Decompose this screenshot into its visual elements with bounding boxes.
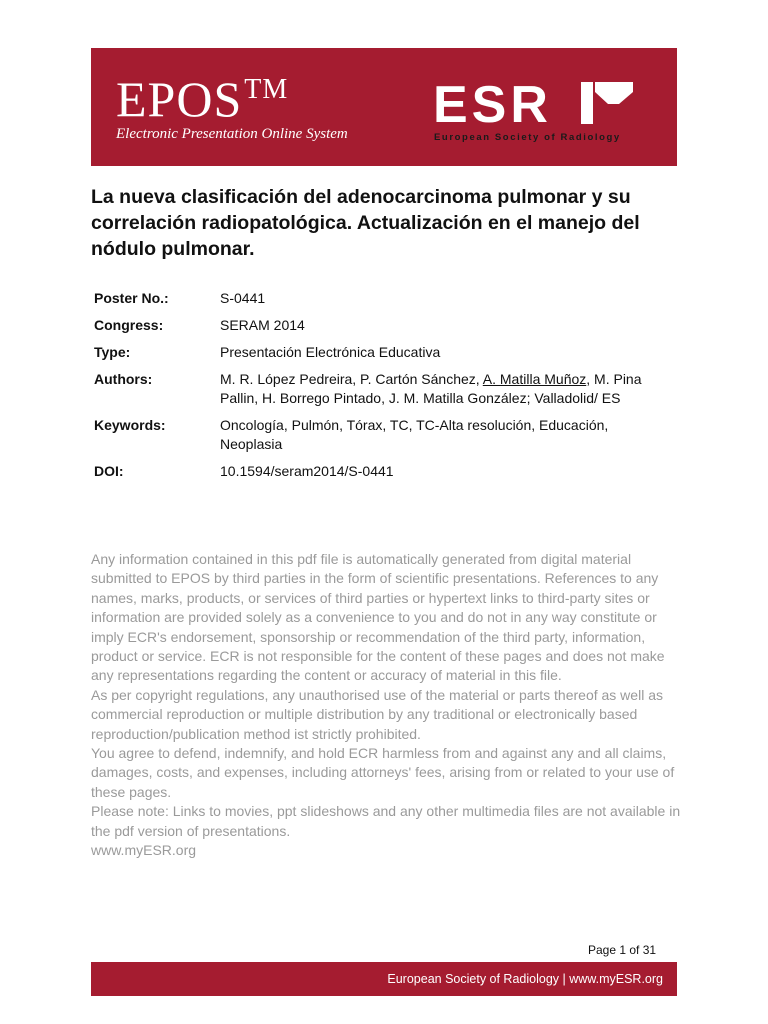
- authors-suffix: , M. Pina Pallin, H. Borrego Pintado, J. M. Matilla González; Valladolid/ ES: [220, 371, 642, 406]
- epos-subtitle: Electronic Presentation Online System: [116, 126, 348, 142]
- congress-label: Congress:: [94, 317, 164, 333]
- metadata-row-poster: [91, 289, 651, 316]
- esr-logo-letters: ESR: [433, 78, 552, 134]
- epos-logo: [116, 71, 348, 143]
- type-value: Presentación Electrónica Educativa: [220, 344, 441, 360]
- doi-label: DOI:: [94, 463, 124, 479]
- poster-label: Poster No.:: [94, 290, 169, 306]
- type-label: Type:: [94, 344, 131, 360]
- epos-trademark: TM: [244, 74, 289, 105]
- disclaimer-paragraph: Any information contained in this pdf file is automatically generated from digital material submitted to EPOS by third parties in the form of scientific presentations. References to any names, marks, products, or services of third parties or hypertext links to third-party sites or information are provided solely as a convenience to you and do not in any way constitute or imply ECR's endorsement, sponsorship or recommendation of the third party, information, product or service. ECR is not responsible for the content of these pages and does not make any representations regarding the content or accuracy of material in this file.: [91, 551, 665, 684]
- footer-bar: [91, 962, 677, 996]
- disclaimer-paragraph: You agree to defend, indemnify, and hold ECR harmless from and against any and all claims, damages, costs, and expenses, including attorneys' fees, arising from or related to your use of these pages.: [91, 745, 675, 800]
- poster-value: S-0441: [220, 290, 266, 306]
- authors-value: [220, 370, 651, 416]
- epos-name: EPOS: [116, 71, 243, 127]
- esr-logo: [433, 78, 638, 144]
- website-link[interactable]: www.myESR.org: [91, 842, 197, 859]
- metadata-row-congress: [91, 316, 651, 343]
- esr-logo-caption: European Society of Radiology: [434, 132, 621, 143]
- metadata-row-authors: [91, 370, 651, 416]
- author-link[interactable]: A. Matilla Muñoz: [482, 371, 587, 387]
- disclaimer-paragraph: Please note: Links to movies, ppt slideshows and any other multimedia files are not available in the pdf version of presentations.: [91, 803, 681, 839]
- authors-label: Authors:: [94, 371, 153, 387]
- metadata-row-doi: [91, 462, 651, 489]
- metadata-row-type: [91, 343, 651, 370]
- keywords-value: Oncología, Pulmón, Tórax, TC, TC-Alta resolución, Educación, Neoplasia: [220, 417, 609, 452]
- metadata-row-keywords: [91, 416, 651, 462]
- doi-value: 10.1594/seram2014/S-0441: [220, 463, 394, 479]
- metadata-table: [91, 289, 651, 489]
- disclaimer: [91, 550, 681, 861]
- footer-text: European Society of Radiology | www.myESR.org: [387, 972, 663, 986]
- disclaimer-paragraph: As per copyright regulations, any unauthorised use of the material or parts thereof as well as commercial reproduction or multiple distribution by any traditional or electronically based reproduction/publication method ist strictly prohibited.: [91, 686, 663, 742]
- header-banner: [91, 48, 677, 166]
- poster-title: La nueva clasificación del adenocarcinoma pulmonar y su correlación radiopatológica. Actualización en el manejo del nódulo pulmonar.: [91, 186, 640, 260]
- page-number: Page 1 of 31: [588, 943, 657, 957]
- congress-value: SERAM 2014: [220, 317, 305, 333]
- authors-prefix: M. R. López Pedreira, P. Cartón Sánchez,: [220, 371, 483, 387]
- keywords-label: Keywords:: [94, 417, 166, 433]
